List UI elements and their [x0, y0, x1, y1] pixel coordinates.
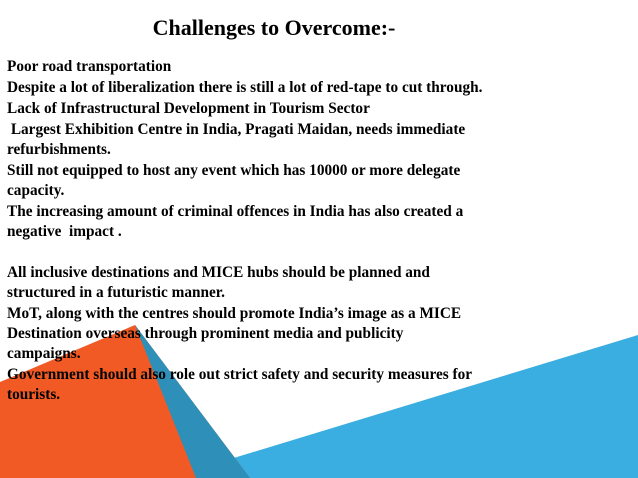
bullet-text-continued: capacity. — [7, 182, 65, 199]
bullet-text-continued: negative impact . — [7, 223, 122, 240]
bullet-text: Poor road transportation — [7, 58, 172, 75]
bullet-mot-promotion — [7, 304, 627, 364]
bullet-text-continued: tourists. — [7, 386, 61, 403]
slide-title: Challenges to Overcome:- — [152, 15, 396, 40]
bullet-text-continued: campaigns. — [7, 345, 81, 362]
bullet-pragati-maidan — [7, 120, 627, 160]
bullet-text-continued: structured in a futuristic manner. — [7, 284, 225, 301]
bullet-list — [7, 57, 627, 405]
bullet-text: Lack of Infrastructural Development in Tourism Sector — [7, 100, 370, 117]
bullet-text-continued: Destination overseas through prominent media and publicity — [7, 325, 404, 342]
bullet-text: Despite a lot of liberalization there is still a lot of red-tape to cut through. — [7, 79, 483, 96]
bullet-text: Government should also role out strict safety and security measures for — [7, 366, 473, 383]
bullet-text: All inclusive destinations and MICE hubs should be planned and — [7, 264, 430, 281]
bullet-text: The increasing amount of criminal offences in India has also created a — [7, 203, 464, 220]
bullet-text-continued: refurbishments. — [7, 141, 111, 158]
bullet-criminal-offences — [7, 202, 627, 242]
bullet-red-tape — [7, 78, 627, 98]
bullet-text: Largest Exhibition Centre in India, Pragati Maidan, needs immediate — [7, 121, 466, 138]
bullet-safety-security — [7, 365, 627, 405]
bullet-poor-road — [7, 57, 627, 77]
bullet-capacity — [7, 161, 627, 201]
bullet-text: MoT, along with the centres should promote India’s image as a MICE — [7, 305, 462, 322]
bullet-mice-hubs — [7, 263, 627, 303]
bullet-infrastructure — [7, 99, 627, 119]
bullet-text: Still not equipped to host any event which has 10000 or more delegate — [7, 162, 461, 179]
